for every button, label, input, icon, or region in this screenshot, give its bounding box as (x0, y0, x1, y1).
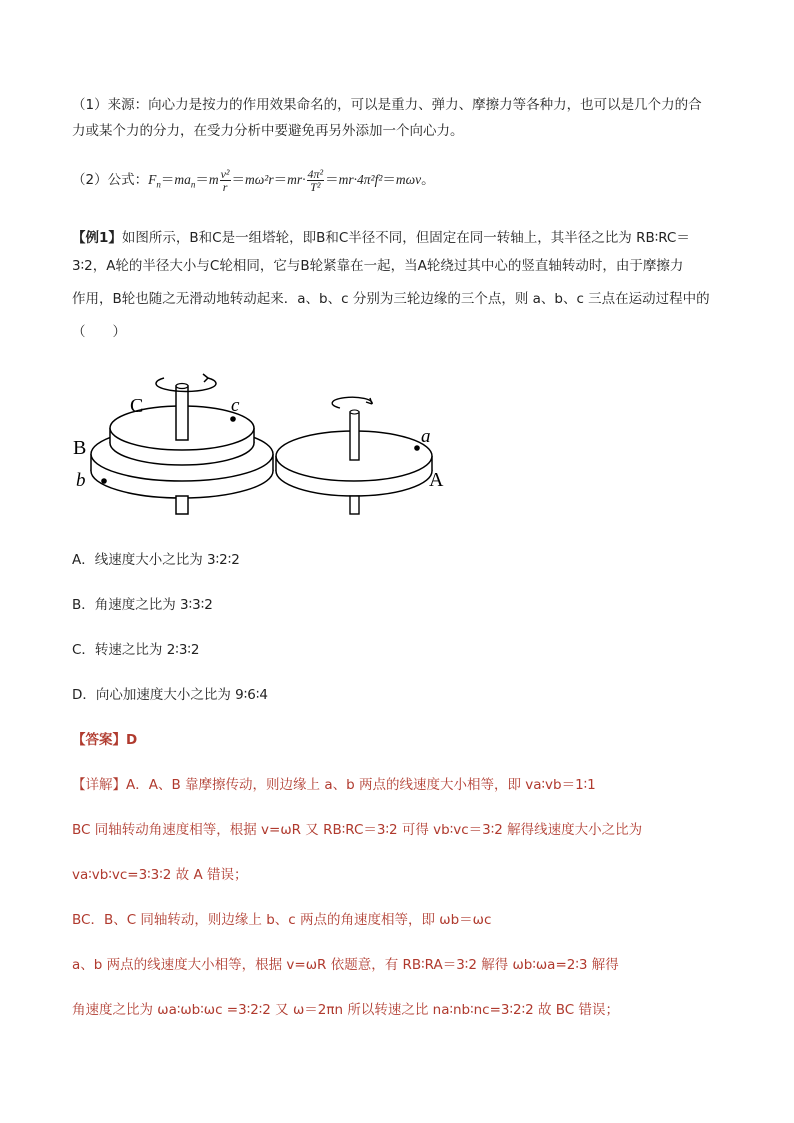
detail-line-1: 【详解】A．A、B 靠摩擦传动，则边缘上 a、b 两点的线速度大小相等，即 va∶vb＝1∶1 (72, 777, 596, 793)
option-a: A．线速度大小之比为 3∶2∶2 (72, 552, 240, 568)
detail-line-6: 角速度之比为 ωa∶ωb∶ωc =3∶2∶2 又 ω＝2πn 所以转速之比 na∶nb∶nc=3∶2∶2 故 BC 错误； (72, 1002, 620, 1018)
example-line-1 (72, 228, 690, 248)
option-d: D．向心加速度大小之比为 9∶6∶4 (72, 687, 268, 703)
detail-line-2: BC 同轴转动角速度相等，根据 v=ωR 又 RB∶RC＝3∶2 可得 vb∶vc＝3∶2 解得线速度大小之比为 (72, 822, 643, 838)
formula-term-mw2r: mω²r (245, 172, 274, 187)
source-paragraph-line-2: 力或某个力的分力，在受力分析中要避免再另外添加一个向心力。 (72, 123, 464, 139)
fraction-denominator: T² (310, 179, 321, 194)
formula-fraction-v2-r (220, 168, 231, 193)
formula-eq: ＝ (273, 172, 288, 188)
label-C: C (130, 395, 144, 417)
formula-eq: ＝ (195, 172, 209, 188)
answer: 【答案】D (72, 732, 138, 748)
formula-eq: ＝ (160, 172, 175, 188)
rotation-arrow-icon (332, 397, 372, 408)
formula-term-man: ma (174, 172, 191, 187)
label-b: b (76, 470, 86, 491)
fraction-numerator: v² (220, 166, 230, 181)
detail-line-3: va∶vb∶vc=3∶3∶2 故 A 错误； (72, 867, 248, 883)
example-line-2: 3∶2，A轮的半径大小与C轮相同，它与B轮紧靠在一起，当A轮绕过其中心的竖直轴转动时，由于摩擦力 (72, 258, 684, 274)
option-c: C．转速之比为 2∶3∶2 (72, 642, 200, 658)
formula-end: 。 (421, 172, 435, 188)
detail-line-4: BC．B、C 同轴转动，则边缘上 b、c 两点的角速度相等，即 ωb＝ωc (72, 912, 492, 928)
point-b-dot (101, 478, 107, 484)
point-c-dot (230, 416, 236, 422)
formula-term-mr: mr· (287, 172, 306, 187)
formula-eq: ＝ (231, 172, 246, 188)
fraction-numerator: 4π² (307, 166, 324, 181)
label-a: a (421, 426, 431, 447)
formula-term-mr4pi2f2: mr·4π²f² (338, 172, 383, 187)
example-text: 如图所示，B和C是一组塔轮，即B和C半径不同，但固定在同一转轴上，其半径之比为 RB∶RC＝ (121, 230, 690, 246)
label-A: A (429, 469, 444, 491)
label-c: c (231, 395, 240, 416)
example-line-3: 作用，B轮也随之无滑动地转动起来．a、b、c 分别为三轮边缘的三个点，则 a、b、c 三点在运动过程中的 (72, 291, 710, 307)
formula-line (72, 162, 435, 198)
formula-lhs: F (148, 172, 157, 187)
formula-fraction-4pi2-T2 (307, 168, 325, 193)
formula-lhs-sub: n (156, 179, 161, 190)
formula-eq: ＝ (382, 172, 396, 188)
formula-eq: ＝ (325, 172, 339, 188)
source-paragraph-line-1: （1）来源：向心力是按力的作用效果命名的，可以是重力、弹力、摩擦力等各种力，也可以是几个力的合 (72, 97, 702, 113)
point-a-dot (414, 445, 420, 451)
label-B: B (73, 437, 87, 459)
example-line-4: （ ） (72, 324, 126, 340)
formula-prefix: （2）公式： (72, 172, 149, 188)
formula-term-mwv: mωv (395, 172, 422, 187)
detail-line-5: a、b 两点的线速度大小相等，根据 v=ωR 依题意，有 RB∶RA＝3∶2 解得 ωb∶ωa=2∶3 解得 (72, 957, 619, 973)
example-label: 【例1】 (72, 230, 122, 246)
formula-term-m: m (208, 172, 219, 187)
fraction-denominator: r (222, 179, 228, 194)
option-b: B．角速度之比为 3∶3∶2 (72, 597, 213, 613)
pulley-figure (72, 368, 462, 520)
formula-term-man-sub: n (190, 179, 196, 190)
